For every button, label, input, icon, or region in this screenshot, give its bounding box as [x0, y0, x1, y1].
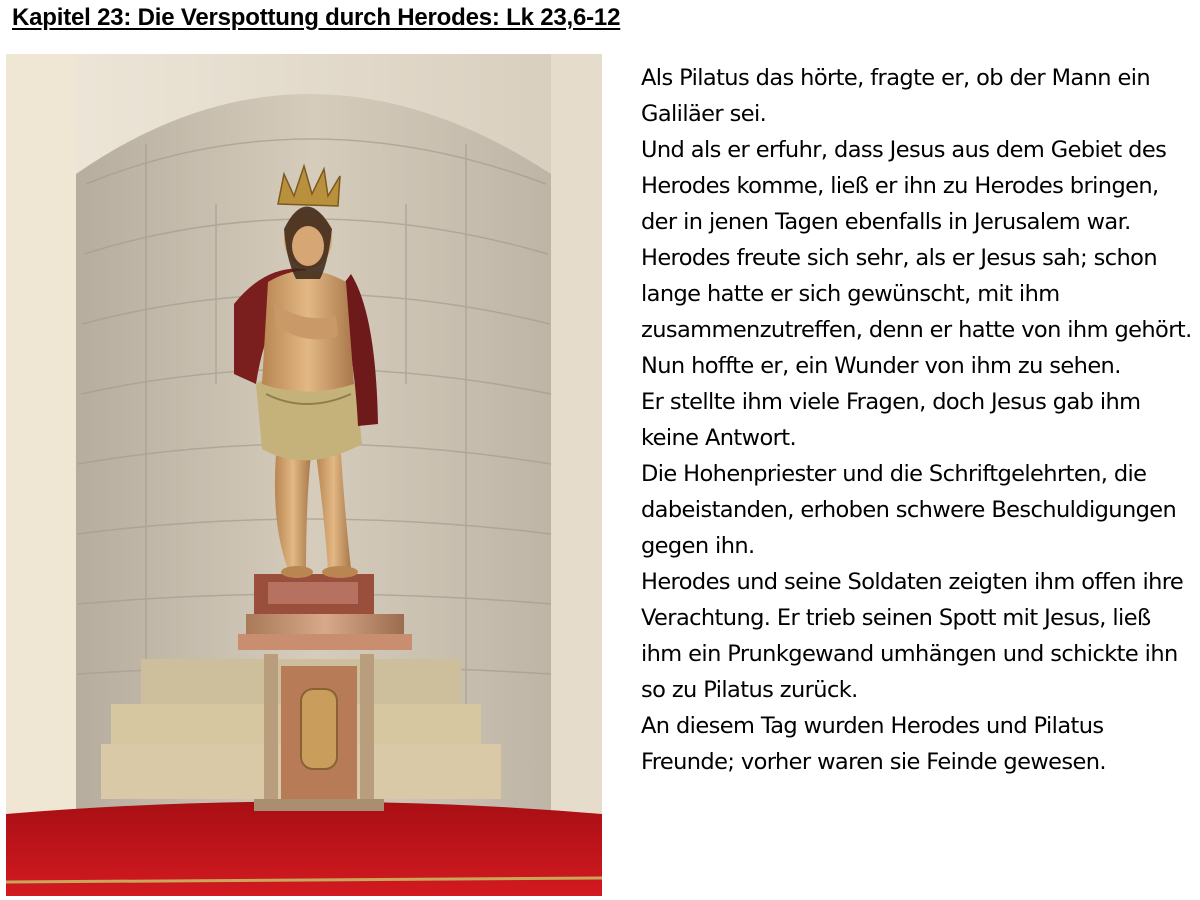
scripture-passage — [641, 60, 1197, 780]
page-title: Kapitel 23: Die Verspottung durch Herodes: Lk 23,6-12 — [12, 4, 621, 31]
verse-text: Herodes und seine Soldaten zeigten ihm offen ihre Verachtung. Er trieb seinen Spott mit Jesus, ließ ihm ein Prunkgewand umhängen und schickte ihn so zu Pilatus zurück. — [641, 569, 1184, 703]
verse-text: Er stellte ihm viele Fragen, doch Jesus gab ihm keine Antwort. — [641, 389, 1141, 451]
verse-text: Und als er erfuhr, dass Jesus aus dem Gebiet des Herodes komme, ließ er ihn zu Herodes bringen, der in jenen Tagen ebenfalls in Jerusalem war. — [641, 137, 1167, 235]
verse-text: Die Hohenpriester und die Schriftgelehrten, die dabeistanden, erhoben schwere Beschuldigungen gegen ihn. — [641, 461, 1177, 559]
verse-text: Herodes freute sich sehr, als er Jesus sah; schon lange hatte er sich gewünscht, mit ihm zusammenzutreffen, denn er hatte von ihm gehört. Nun hoffte er, ein Wunder von ihm zu sehen. — [641, 245, 1192, 379]
statue-photo — [6, 54, 602, 896]
verse-text: Als Pilatus das hörte, fragte er, ob der Mann ein Galiläer sei. — [641, 65, 1151, 127]
verse-text: An diesem Tag wurden Herodes und Pilatus Freunde; vorher waren sie Feinde gewesen. — [641, 713, 1106, 775]
